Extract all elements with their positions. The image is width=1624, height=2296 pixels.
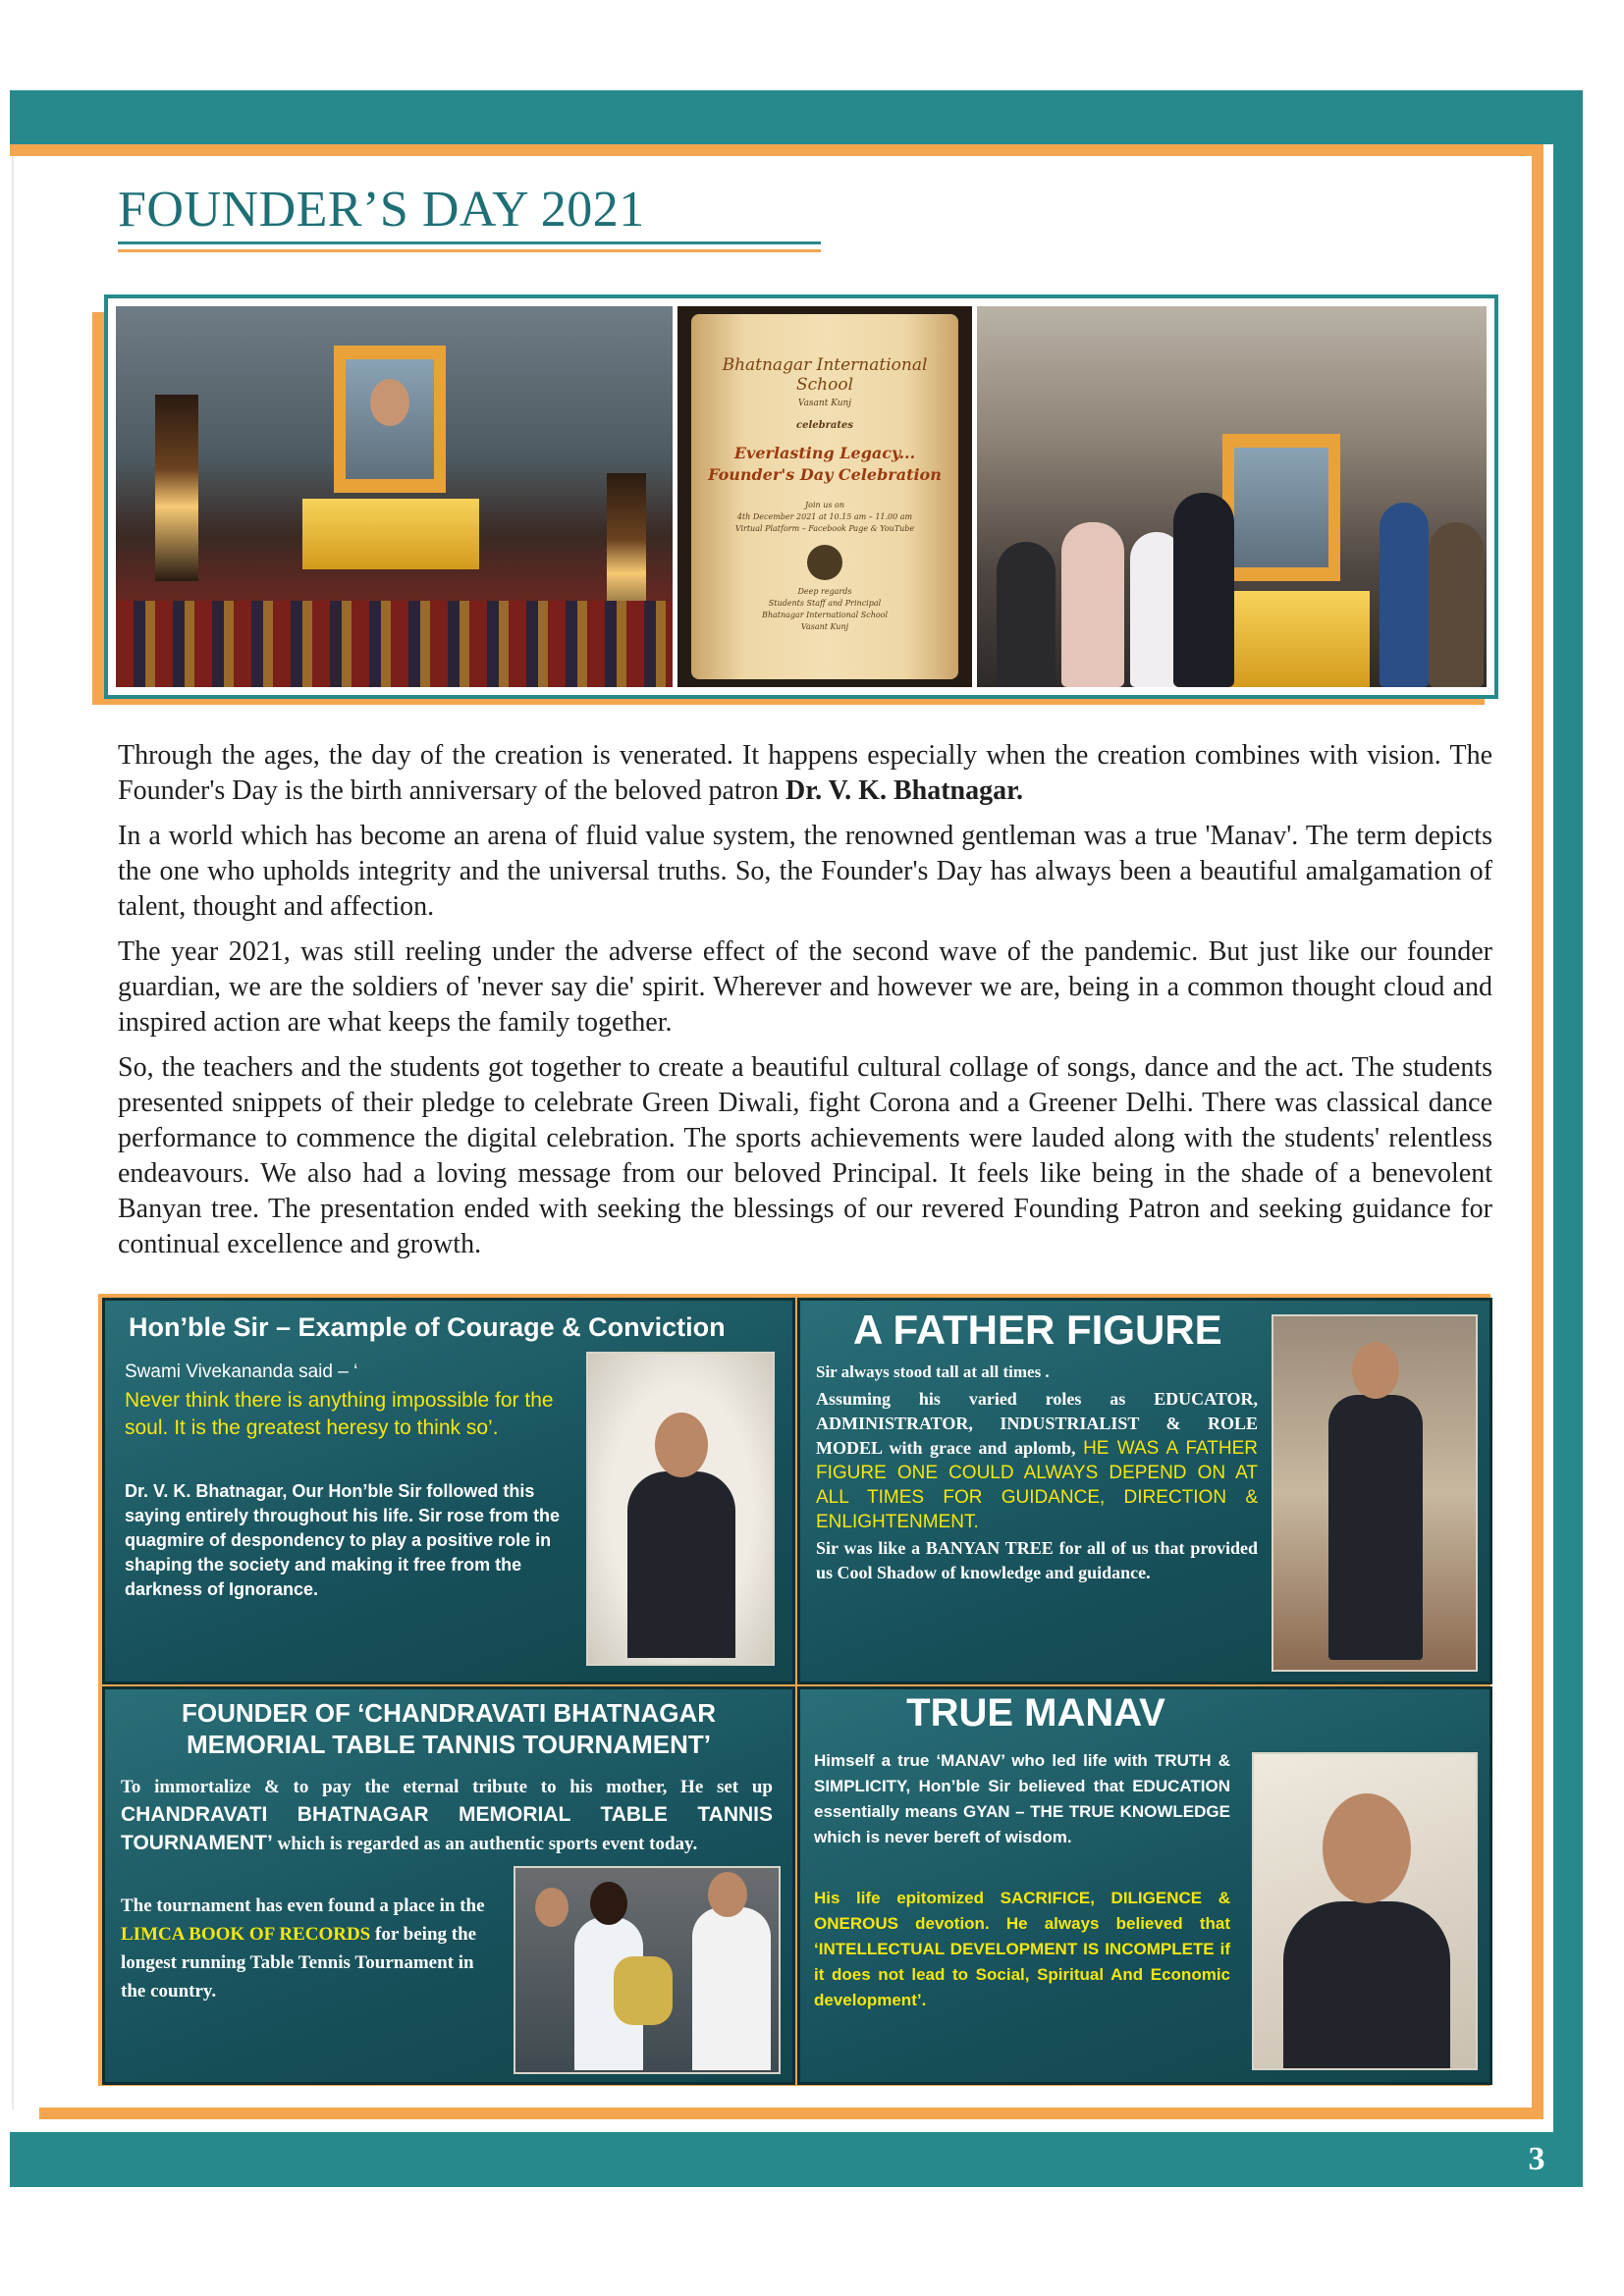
tournament-text-start: To immortalize & to pay the eternal tribute to his mother, He set up (121, 1777, 773, 1797)
panel-manav-text-2: His life epitomized SACRIFICE, DILIGENCE & ONEROUS devotion. He always believed that ‘INTELLECTUAL DEVELOPMENT IS INCOMPLETE if it does not lead to Social, Spiritual And Economic development’. (814, 1889, 1230, 2009)
panel-courage-quote: Never think there is anything impossible for the soul. It is the greatest heresy to think so’. (125, 1389, 554, 1439)
guest-shirt (692, 1907, 771, 2070)
panel-father-banyan: Sir was like a BANYAN TREE for all of us that provided us Cool Shadow of knowledge and guidance. (816, 1538, 1258, 1582)
panel-father-roles (816, 1387, 1258, 1534)
invitation-join: Join us on (804, 501, 845, 509)
invitation-date: 4th December 2021 at 10.15 am – 11.00 am (736, 512, 913, 521)
invitation-regards: Deep regards (797, 587, 852, 596)
person-6 (1429, 522, 1484, 687)
suit-shape (627, 1471, 735, 1658)
trophy-photo (514, 1866, 781, 2074)
invitation-celebration: Founder's Day Celebration (708, 465, 942, 484)
panel-tournament-text-2 (121, 1892, 494, 2005)
panel-father-line1: Sir always stood tall at all times . (816, 1362, 1050, 1381)
article-body (118, 738, 1492, 1272)
bottom-teal-band (10, 2132, 1583, 2187)
panel-courage-title: Hon’ble Sir – Example of Courage & Conviction (129, 1312, 726, 1342)
head-shape (535, 1888, 568, 1927)
panel-manav-text-1: Himself a true ‘MANAV’ who led life with TRUTH & SIMPLICITY, Hon’ble Sir believed that EDUCATION essentially means GYAN – THE TRUE KNOWLEDGE which is never bereft of wisdom. (814, 1751, 1230, 1846)
carpet (116, 601, 673, 687)
suit-shape (1328, 1395, 1423, 1660)
invitation-scroll (691, 314, 958, 679)
founder-photo-namaste (586, 1352, 775, 1666)
panel-tournament (102, 1686, 795, 2085)
invitation-place: Vasant Kunj (797, 399, 852, 408)
lamp-left (155, 395, 198, 581)
person-2 (1061, 522, 1124, 687)
page-number: 3 (1528, 2141, 1545, 2177)
limca-text-start: The tournament has even found a place in the (121, 1896, 485, 1916)
right-teal-band (1553, 90, 1583, 2187)
student-head (590, 1882, 627, 1925)
altar-photo (116, 306, 673, 687)
invitation-photo (677, 306, 972, 687)
panel-courage-text: Dr. V. K. Bhatnagar, Our Hon’ble Sir followed this saying entirely throughout his life. Sir rose from the quagmire of despondency to play a positive role in shaping the society and making it free from the darkness of Ignorance. (125, 1481, 561, 1599)
page-title: FOUNDER’S DAY 2021 (118, 182, 645, 238)
tournament-text-end: which is regarded as an authentic sports event today. (272, 1834, 698, 1854)
panel-father-highlight: HE WAS A FATHER FIGURE ONE COULD ALWAYS DEPEND ON AT ALL TIMES FOR GUIDANCE, DIRECTION & ENLIGHTENMENT. (816, 1438, 1259, 1532)
head-shape (655, 1413, 708, 1477)
decorated-table (302, 499, 479, 569)
person-1 (997, 542, 1056, 687)
paragraph-1 (118, 738, 1492, 809)
panel-tournament-title-2: MEMORIAL TABLE TANNIS TOURNAMENT’ (187, 1730, 711, 1759)
paragraph-1-text: Through the ages, the day of the creation is venerated. It happens especially when the creation combines with vision. The Founder's Day is the birth anniversary of the beloved patron (118, 740, 1492, 806)
invitation-platform: Virtual Platform – Facebook Page & YouTube (734, 524, 915, 533)
panel-courage-conviction (102, 1298, 795, 1684)
portrait-face (370, 379, 409, 426)
bottom-orange-rule (39, 2108, 1543, 2119)
panel-true-manav (797, 1686, 1492, 2085)
panel-tournament-text-1 (121, 1774, 773, 1858)
founder-photo-portrait (1252, 1752, 1478, 2070)
panel-father-title: A FATHER FIGURE (853, 1307, 1222, 1353)
invitation-legacy: Everlasting Legacy... (733, 444, 916, 462)
paragraph-3: The year 2021, was still reeling under the adverse effect of the second wave of the pandemic. But just like our founder guardian, we are the soldiers of 'never say die' spirit. Wherever and however we are, being in a common thought cloud and inspired action are what keeps the family together. (118, 936, 1492, 1038)
founder-name: Dr. V. K. Bhatnagar. (785, 775, 1023, 806)
panel-manav-title: TRUE MANAV (906, 1691, 1165, 1735)
founder-photo-standing (1272, 1314, 1478, 1672)
limca-text-end: for being the longest running Table Tennis Tournament in the country. (121, 1924, 477, 2002)
guest-head (708, 1872, 747, 1917)
invitation-celebrates: celebrates (796, 420, 853, 431)
photo-collage (104, 294, 1498, 699)
person-5 (1380, 503, 1429, 687)
title-underline-teal (118, 241, 821, 244)
tree-icon (807, 545, 842, 580)
title-underline-orange (118, 249, 821, 252)
head-shape (1352, 1342, 1399, 1399)
person-4 (1173, 493, 1234, 687)
invitation-from-2: Bhatnagar International School (761, 611, 889, 619)
paragraph-4: So, the teachers and the students got together to create a beautiful cultural collage of songs, dance and the act. The students presented snippets of their pledge to celebrate Green Diwali, fight Corona and a Greener Delhi. There was classical dance performance to commence the digital celebration. The sports achievements were lauded along with the students' relentless endeavours. We also had a loving message from our beloved Principal. It feels like being in the shade of a benevolent Banyan tree. The presentation ended with seeking the blessings of our revered Founding Patron and seeking guidance for continual excellence and growth. (118, 1052, 1492, 1259)
panel-father-figure (797, 1298, 1492, 1684)
left-guide-line (12, 156, 14, 2109)
tribute-portrait (1234, 448, 1328, 567)
top-orange-rule (10, 144, 1542, 156)
tribute-photo (977, 306, 1487, 687)
right-orange-rule (1532, 144, 1543, 2108)
trophy-icon (614, 1956, 673, 2025)
invitation-from-1: Students Staff and Principal (768, 599, 882, 608)
top-teal-band (10, 90, 1583, 144)
limca-book: LIMCA BOOK OF RECORDS (121, 1924, 371, 1945)
panel-courage-intro: Swami Vivekananda said – ‘ (125, 1362, 358, 1382)
suit-shape (1283, 1901, 1450, 2068)
paragraph-2: In a world which has become an arena of fluid value system, the renowned gentleman was a true 'Manav'. The term depicts the one who upholds integrity and the universal truths. So, the Founder's Day has always been a beautiful amalgamation of talent, thought and affection. (118, 821, 1492, 922)
panel-father-roles-text: Assuming his varied roles as EDUCATOR, ADMINISTRATOR, INDUSTRIALIST & ROLE MODEL with grace and aplomb, (816, 1389, 1258, 1458)
tournament-name: CHANDRAVATI BHATNAGAR MEMORIAL TABLE TANNIS TOURNAMENT’ (121, 1803, 773, 1854)
invitation-from-3: Vasant Kunj (800, 622, 849, 631)
invitation-school: Bhatnagar International School (722, 355, 928, 395)
head-shape (1323, 1793, 1411, 1903)
panel-tournament-title-1: FOUNDER OF ‘CHANDRAVATI BHATNAGAR (181, 1698, 717, 1728)
